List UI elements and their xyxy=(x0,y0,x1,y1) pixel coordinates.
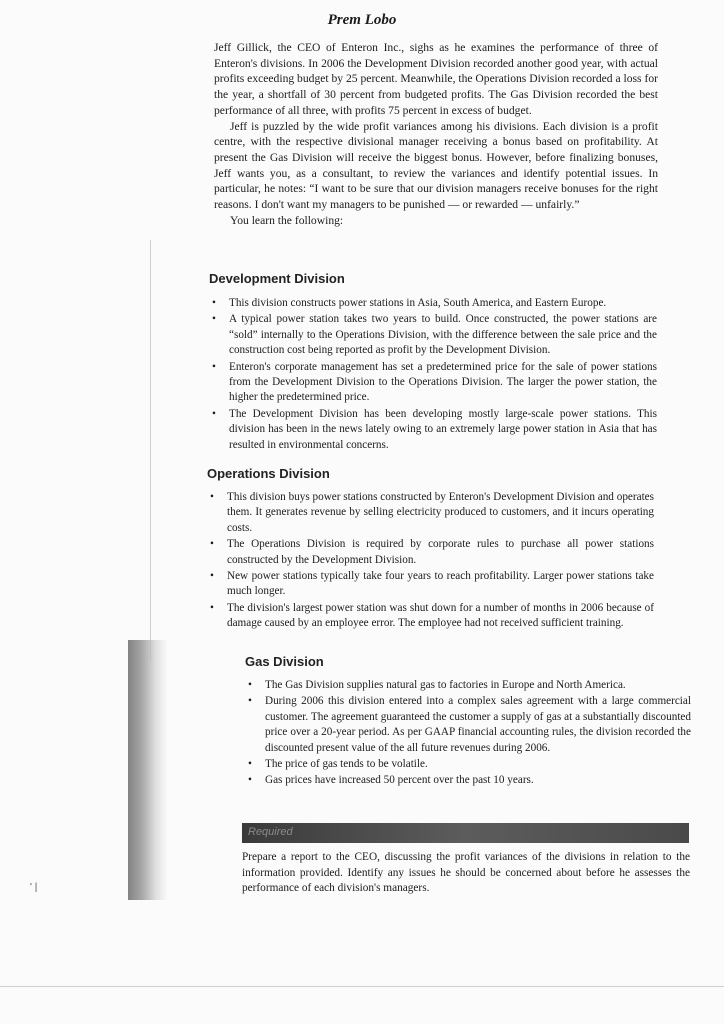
intro-paragraph-2: Jeff is puzzled by the wide profit variances among his divisions. Each division is a profit centre, with the respective divisional manager receiving a bonus based on profitability. At present the Gas Division will receive the biggest bonus. However, before finalizing bonuses, Jeff wants you, as a consultant, to review the variances and identify potential issues. In particular, he notes: “I want to be sure that our division managers receive bonuses for the right reasons. I don't want my managers to be punished — or rewarded — unfairly.” xyxy=(214,119,658,212)
gas-bullets xyxy=(245,678,691,790)
required-text: Prepare a report to the CEO, discussing the profit variances of the divisions in relation to the information provided. Identify any issues he should be concerned about before he assesses the performance of each division's managers. xyxy=(242,851,690,895)
list-item: • Gas prices have increased 50 percent over the past 10 years. xyxy=(245,773,691,788)
intro-paragraph-1: Jeff Gillick, the CEO of Enteron Inc., sighs as he examines the performance of three of Enteron's divisions. In 2006 the Development Division recorded another good year, with actual profits exceeding budget by 25 percent. Meanwhile, the Operations Division recorded a loss for the year, a shortfall of 30 percent from budgeted profits. The Gas Division recorded the best performance of all three, with profits 75 percent in excess of budget. xyxy=(214,41,658,117)
development-bullets xyxy=(209,296,657,454)
list-item: • A typical power station takes two years to build. Once constructed, the power stations are “sold” internally to the Operations Division, with the difference between the sale price and the construction cost being reported as profit by the Development Division. xyxy=(209,312,657,358)
list-item: • This division constructs power stations in Asia, South America, and Eastern Europe. xyxy=(209,296,657,311)
page-bottom-rule xyxy=(0,986,724,987)
intro-text xyxy=(214,40,658,228)
page-author: Prem Lobo xyxy=(327,12,397,28)
list-item: • The Operations Division is required by corporate rules to purchase all power stations constructed by the Development Division. xyxy=(207,537,654,568)
scan-binding-shadow xyxy=(128,640,168,900)
scan-shadow-line xyxy=(150,240,151,660)
gas-heading: Gas Division xyxy=(245,654,324,669)
operations-heading: Operations Division xyxy=(207,466,330,481)
list-item: • The price of gas tends to be volatile. xyxy=(245,757,691,772)
operations-bullets xyxy=(207,490,654,633)
margin-mark: ' | xyxy=(30,882,38,893)
development-heading: Development Division xyxy=(209,271,345,286)
required-label: Required xyxy=(248,826,293,838)
list-item: • During 2006 this division entered into a complex sales agreement with a large commercial customer. The agreement guaranteed the customer a supply of gas at a substantially discounted price over a 20-year period. As per GAAP financial accounting rules, the division recorded the discounted present value of the all future revenues during 2006. xyxy=(245,694,691,756)
list-item: • The Development Division has been developing mostly large-scale power stations. This division has been in the news lately owing to an extremely large power station in Asia that has resulted in environmental concerns. xyxy=(209,407,657,453)
list-item: • Enteron's corporate management has set a predetermined price for the sale of power stations from the Development Division to the Operations Division. The larger the power station, the higher the predetermined price. xyxy=(209,360,657,406)
list-item: • The division's largest power station was shut down for a number of months in 2006 because of damage caused by an employee error. The employee had not received sufficient training. xyxy=(207,601,654,632)
intro-paragraph-3: You learn the following: xyxy=(230,213,344,227)
list-item: • This division buys power stations constructed by Enteron's Development Division and operates them. It generates revenue by selling electricity produced to customers, and it incurs operating costs. xyxy=(207,490,654,536)
list-item: • The Gas Division supplies natural gas to factories in Europe and North America. xyxy=(245,678,691,693)
required-banner xyxy=(242,823,689,843)
list-item: • New power stations typically take four years to reach profitability. Larger power stations take much longer. xyxy=(207,569,654,600)
